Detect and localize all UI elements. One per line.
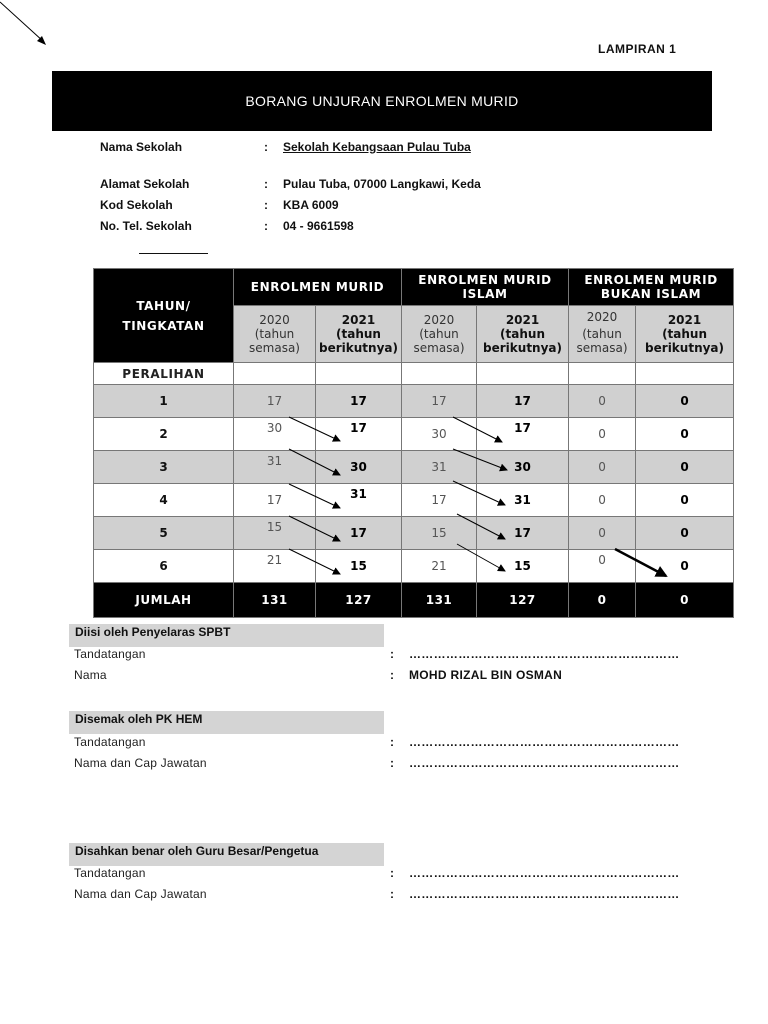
- table-cell: [477, 363, 569, 385]
- table-cell: 15: [316, 550, 402, 583]
- table-cell: 0: [636, 550, 734, 583]
- table-cell: [234, 517, 316, 550]
- separator-colon: :: [390, 735, 394, 749]
- table-cell: 15: [402, 517, 477, 550]
- name-label: Nama: [74, 668, 107, 682]
- cell-value: 17: [514, 421, 531, 435]
- sub-header-current: [569, 306, 636, 363]
- school-code-value: KBA 6009: [283, 198, 339, 212]
- sub-header-year: 2020: [259, 313, 290, 327]
- sub-header-line2: (tahun: [419, 327, 459, 341]
- table-cell: 15: [477, 550, 569, 583]
- sub-header-year: 2020: [423, 313, 455, 327]
- sub-header-line2: (tahun: [582, 327, 622, 341]
- level-label: 1: [94, 385, 234, 418]
- school-code-label: Kod Sekolah: [100, 198, 173, 212]
- group-header-non-islam: [569, 269, 734, 306]
- separator-colon: :: [390, 647, 394, 661]
- separator-colon: :: [390, 668, 394, 682]
- sub-header-current: [234, 306, 316, 363]
- cell-value: 31: [266, 454, 283, 468]
- group-header-all-text: ENROLMEN MURID: [250, 280, 385, 294]
- table-row: [94, 418, 734, 451]
- table-cell: 0: [569, 385, 636, 418]
- cell-value: 21: [266, 553, 283, 567]
- corner-header-line1: TAHUN/: [136, 298, 191, 313]
- cell-value: 15: [266, 520, 283, 534]
- table-cell: [234, 418, 316, 451]
- table-cell: 31: [402, 451, 477, 484]
- table-cell: 30: [402, 418, 477, 451]
- table-row: [94, 451, 734, 484]
- table-cell: 0: [569, 451, 636, 484]
- corner-header: [94, 269, 234, 363]
- table-cell: 17: [477, 385, 569, 418]
- table-cell: 0: [636, 385, 734, 418]
- sub-header-line3: berikutnya): [483, 341, 562, 355]
- sub-header-year: 2020: [586, 310, 618, 324]
- name-stamp-field[interactable]: …………………………………………………………: [409, 756, 680, 770]
- signature-label: Tandatangan: [74, 866, 146, 880]
- lampiran-label: LAMPIRAN 1: [598, 42, 677, 56]
- signature-label: Tandatangan: [74, 735, 146, 749]
- table-cell: 17: [477, 517, 569, 550]
- signature-field[interactable]: …………………………………………………………: [409, 735, 680, 749]
- sub-header-line2: (tahun: [662, 327, 708, 341]
- signature-label: Tandatangan: [74, 647, 146, 661]
- table-cell: 30: [316, 451, 402, 484]
- school-address-colon: :: [264, 177, 268, 191]
- sub-header-line3: semasa): [413, 341, 465, 355]
- table-cell: [316, 418, 402, 451]
- group-header-islam: [402, 269, 569, 306]
- sub-header-year: 2021: [667, 313, 702, 327]
- table-cell: 17: [402, 484, 477, 517]
- sub-header-next: [477, 306, 569, 363]
- sub-header-line2: (tahun: [500, 327, 545, 341]
- table-cell: 21: [402, 550, 477, 583]
- table-cell: [477, 418, 569, 451]
- group-header-islam-line2: ISLAM: [462, 287, 508, 301]
- sub-header-year: 2021: [505, 313, 540, 327]
- sub-header-line3: berikutnya): [645, 341, 725, 355]
- table-cell: 0: [636, 418, 734, 451]
- section-heading-spbt: Diisi oleh Penyelaras SPBT: [69, 624, 384, 647]
- table-cell: 30: [477, 451, 569, 484]
- level-label: 2: [94, 418, 234, 451]
- level-label: 6: [94, 550, 234, 583]
- table-cell: 0: [569, 418, 636, 451]
- enrolment-table: [93, 268, 734, 618]
- table-row: [94, 484, 734, 517]
- signature-field[interactable]: …………………………………………………………: [409, 647, 680, 661]
- table-cell: [402, 363, 477, 385]
- sub-header-line2: (tahun: [336, 327, 381, 341]
- level-label: 5: [94, 517, 234, 550]
- total-label: JUMLAH: [94, 583, 234, 618]
- school-phone-label: No. Tel. Sekolah: [100, 219, 192, 233]
- total-cell: 0: [569, 583, 636, 618]
- table-row: [94, 517, 734, 550]
- school-phone-value: 04 - 9661598: [283, 219, 354, 233]
- table-cell: 31: [477, 484, 569, 517]
- form-title-text: BORANG UNJURAN ENROLMEN MURID: [245, 93, 519, 109]
- total-cell: 127: [316, 583, 402, 618]
- school-code-colon: :: [264, 198, 268, 212]
- table-cell: 17: [316, 517, 402, 550]
- cell-value: 31: [350, 487, 367, 501]
- cell-value: 17: [350, 421, 367, 435]
- school-name-colon: :: [264, 140, 268, 154]
- total-cell: 0: [636, 583, 734, 618]
- table-cell: [569, 550, 636, 583]
- sub-header-next: [316, 306, 402, 363]
- school-name-label: Nama Sekolah: [100, 140, 183, 154]
- section-heading-guru-besar: Disahkan benar oleh Guru Besar/Pengetua: [69, 843, 384, 866]
- section-heading-pk-hem: Disemak oleh PK HEM: [69, 711, 384, 734]
- group-header-islam-line1: ENROLMEN MURID: [418, 273, 552, 287]
- cell-value: 0: [598, 553, 606, 567]
- sub-header-year: 2021: [341, 313, 376, 327]
- table-cell: [636, 363, 734, 385]
- corner-header-line2: TINGKATAN: [122, 318, 205, 333]
- sub-header-line3: semasa): [249, 341, 300, 355]
- school-address-label: Alamat Sekolah: [100, 177, 190, 191]
- table-cell: 0: [569, 484, 636, 517]
- table-cell: 17: [402, 385, 477, 418]
- level-label: 3: [94, 451, 234, 484]
- table-row: [94, 550, 734, 583]
- table-cell: 17: [234, 484, 316, 517]
- total-cell: 131: [234, 583, 316, 618]
- sub-header-line2: (tahun: [254, 327, 295, 341]
- separator-colon: :: [390, 887, 394, 901]
- group-header-non-islam-line2: BUKAN ISLAM: [600, 287, 702, 301]
- sub-header-current: [402, 306, 477, 363]
- table-cell: 0: [636, 517, 734, 550]
- table-cell: [316, 363, 402, 385]
- corner-arrow-icon: [0, 0, 60, 60]
- school-address-value: Pulau Tuba, 07000 Langkawi, Keda: [283, 177, 481, 191]
- total-cell: 127: [477, 583, 569, 618]
- table-cell: [234, 363, 316, 385]
- signature-field[interactable]: …………………………………………………………: [409, 866, 680, 880]
- sub-header-line3: semasa): [576, 341, 628, 355]
- table-row: [94, 363, 734, 385]
- table-cell: [234, 550, 316, 583]
- separator-colon: :: [390, 756, 394, 770]
- table-cell: [569, 363, 636, 385]
- table-cell: [316, 484, 402, 517]
- separator-colon: :: [390, 866, 394, 880]
- table-cell: 0: [569, 517, 636, 550]
- name-stamp-field[interactable]: …………………………………………………………: [409, 887, 680, 901]
- level-label: 4: [94, 484, 234, 517]
- table-cell: 17: [234, 385, 316, 418]
- name-stamp-label: Nama dan Cap Jawatan: [74, 887, 207, 901]
- form-title: [52, 71, 712, 131]
- table-cell: 0: [636, 451, 734, 484]
- sub-header-next: [636, 306, 734, 363]
- sub-header-line3: berikutnya): [319, 341, 398, 355]
- table-cell: 0: [636, 484, 734, 517]
- name-value: MOHD RIZAL BIN OSMAN: [409, 668, 563, 682]
- name-stamp-label: Nama dan Cap Jawatan: [74, 756, 207, 770]
- table-cell: 17: [316, 385, 402, 418]
- school-name-value: Sekolah Kebangsaan Pulau Tuba: [283, 140, 471, 154]
- cell-value: 30: [266, 421, 283, 435]
- total-row: [94, 583, 734, 618]
- peralihan-label: PERALIHAN: [94, 363, 234, 385]
- school-phone-colon: :: [264, 219, 268, 233]
- table-cell: [234, 451, 316, 484]
- divider-line: [139, 253, 208, 254]
- total-cell: 131: [402, 583, 477, 618]
- group-header-all: [234, 269, 402, 306]
- table-row: [94, 385, 734, 418]
- group-header-non-islam-line1: ENROLMEN MURID: [584, 273, 718, 287]
